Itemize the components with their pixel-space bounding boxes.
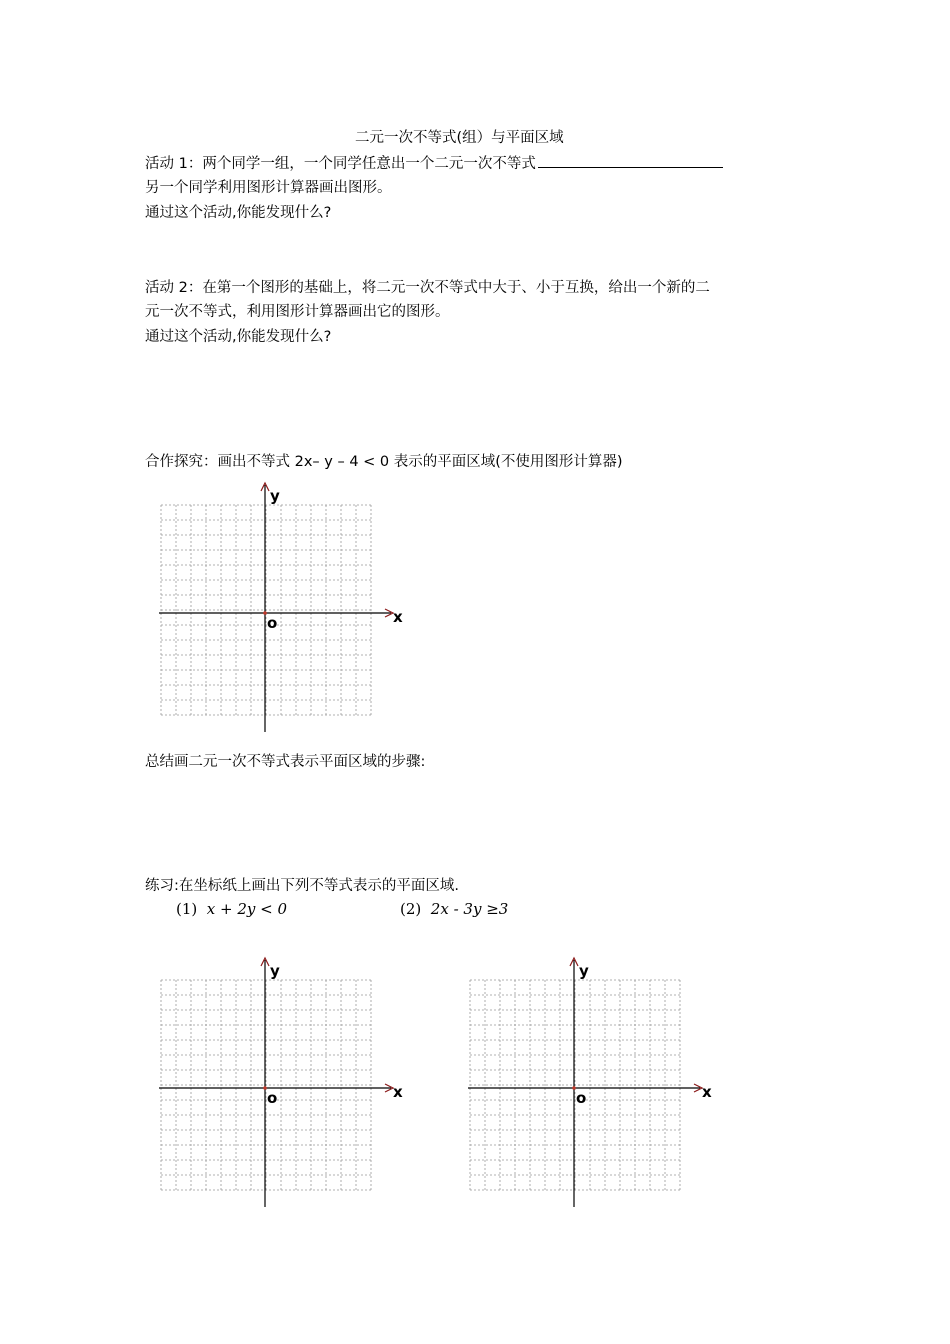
origin-label: o	[267, 614, 278, 632]
x-axis-label: x	[393, 608, 403, 626]
practice-text: 练习:在坐标纸上画出下列不等式表示的平面区域.	[145, 878, 459, 894]
x-axis-label: x	[393, 1083, 403, 1101]
cooperative-text: 合作探究：画出不等式 2x– y – 4 < 0 表示的平面区域(不使用图形计算器)	[145, 454, 623, 470]
activity1-line1	[145, 153, 723, 174]
activity1-question: 通过这个活动,你能发现什么?	[145, 205, 332, 221]
page-title: 二元一次不等式(组）与平面区域	[355, 130, 564, 146]
grid-lines	[161, 505, 371, 715]
practice-item-2-label: (2)	[400, 900, 422, 918]
practice-item-2-expr: 2x - 3y ≥3	[430, 900, 509, 918]
grid-svg-2	[155, 955, 415, 1210]
coordinate-grid-2[interactable]	[155, 955, 415, 1214]
grid-lines	[161, 980, 371, 1190]
practice-item-1-label: (1)	[176, 900, 198, 918]
x-axis-label: x	[702, 1083, 712, 1101]
grid-svg-1	[155, 480, 415, 735]
grid-svg-3	[464, 955, 724, 1210]
grid-lines	[470, 980, 680, 1190]
y-axis-label: y	[579, 962, 589, 980]
coordinate-grid-1[interactable]	[155, 480, 415, 739]
activity1-text: 活动 1：两个同学一组，一个同学任意出一个二元一次不等式	[145, 156, 536, 172]
y-axis-label: y	[270, 962, 280, 980]
activity2-question: 通过这个活动,你能发现什么?	[145, 329, 332, 345]
summary-text: 总结画二元一次不等式表示平面区域的步骤:	[145, 754, 426, 770]
activity2-line2: 元一次不等式，利用图形计算器画出它的图形。	[145, 304, 450, 320]
practice-item-1-expr: x + 2y < 0	[206, 900, 288, 918]
activity2-line1: 活动 2：在第一个图形的基础上，将二元一次不等式中大于、小于互换，给出一个新的二	[145, 280, 710, 296]
origin-label: o	[576, 1089, 587, 1107]
y-axis-label: y	[270, 487, 280, 505]
coordinate-grid-3[interactable]	[464, 955, 724, 1214]
answer-blank[interactable]	[538, 153, 723, 168]
practice-item-1	[176, 899, 287, 919]
activity1-line2: 另一个同学利用图形计算器画出图形。	[145, 180, 392, 196]
origin-label: o	[267, 1089, 278, 1107]
practice-item-2	[400, 899, 508, 919]
